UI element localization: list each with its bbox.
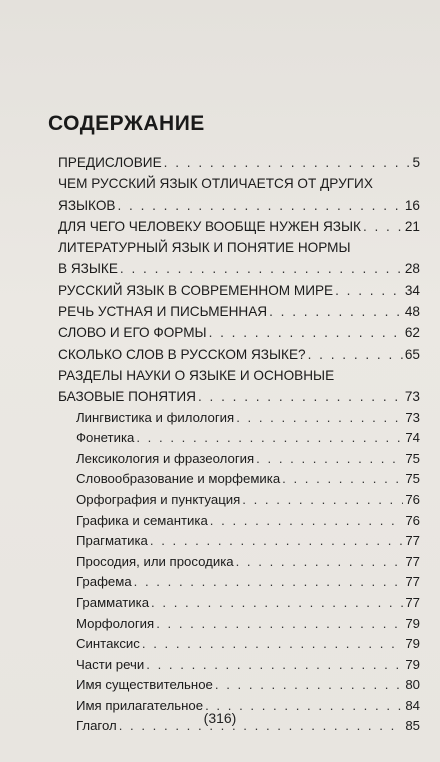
toc-subentry-title: Фонетика xyxy=(76,430,135,446)
dot-leader xyxy=(146,655,403,676)
dot-leader xyxy=(210,511,404,532)
toc-entry xyxy=(58,322,420,343)
dot-leader xyxy=(134,572,404,593)
toc-subentry xyxy=(76,655,420,676)
toc-page-number: 16 xyxy=(404,197,420,213)
toc-page-number: 73 xyxy=(404,389,420,405)
toc-entry-title: СЛОВО И ЕГО ФОРМЫ xyxy=(58,325,207,341)
toc-page-number: 48 xyxy=(404,304,420,320)
toc-subentry xyxy=(76,614,420,635)
toc-subentry xyxy=(76,552,420,573)
dot-leader xyxy=(136,428,403,449)
toc-page-number: 73 xyxy=(405,409,420,425)
toc-page-number: 75 xyxy=(405,471,420,487)
toc-subentry xyxy=(76,675,420,696)
dot-leader xyxy=(142,634,403,655)
toc-subentry-title: Имя существительное xyxy=(76,677,213,693)
toc-entry xyxy=(58,152,420,173)
toc-entry-title: ПРЕДИСЛОВИЕ xyxy=(58,155,162,170)
dot-leader xyxy=(363,216,403,237)
toc-page-number: 74 xyxy=(405,430,420,446)
toc-subentry-title: Лексикология и фразеология xyxy=(76,450,255,466)
toc-page-number: 79 xyxy=(405,656,420,672)
toc-subentry xyxy=(76,408,420,429)
toc-subentry-title: Части речи xyxy=(76,656,145,672)
toc-subentry xyxy=(76,490,420,511)
toc-subentry-title: Грамматика xyxy=(76,594,150,610)
toc-subentry xyxy=(76,469,420,490)
toc-subentry-title: Имя прилагательное xyxy=(76,697,204,713)
toc-entry xyxy=(58,365,420,408)
toc-subentry xyxy=(76,428,420,449)
toc-subentry-title: Прагматика xyxy=(76,533,148,549)
dot-leader xyxy=(150,531,403,552)
toc-page-number: 76 xyxy=(405,512,420,528)
toc-page-number: 75 xyxy=(405,450,420,466)
toc-page-number: 80 xyxy=(405,677,420,693)
toc-subentry-title: Лингвистика и филология xyxy=(76,409,235,425)
toc-page-number: 77 xyxy=(405,533,420,549)
toc-entry-title: ЧЕМ РУССКИЙ ЯЗЫК ОТЛИЧАЕТСЯ ОТ ДРУГИХ xyxy=(58,176,373,192)
toc-subentry-title: Морфология xyxy=(76,615,155,631)
toc-entry xyxy=(58,344,420,365)
toc-page-number: 65 xyxy=(404,346,420,362)
toc-subentry-title: Просодия, или просодика xyxy=(76,553,234,569)
toc-page-number: 62 xyxy=(404,325,420,341)
toc-subentry xyxy=(76,531,420,552)
toc-entry-title: ДЛЯ ЧЕГО ЧЕЛОВЕКУ ВООБЩЕ НУЖЕН ЯЗЫК xyxy=(58,218,361,234)
toc-entry xyxy=(58,173,420,216)
toc-entry-title: ЯЗЫКОВ xyxy=(58,197,116,213)
dot-leader xyxy=(151,593,403,614)
toc-entry-title: СКОЛЬКО СЛОВ В РУССКОМ ЯЗЫКЕ? xyxy=(58,346,306,362)
toc-entry-title: БАЗОВЫЕ ПОНЯТИЯ xyxy=(58,389,196,405)
toc-page-number: 5 xyxy=(412,155,420,170)
toc-page-number: 34 xyxy=(404,282,420,298)
toc-subentry-title: Словообразование и морфемика xyxy=(76,471,281,487)
toc-page-number: 77 xyxy=(405,594,420,610)
toc-entry xyxy=(58,301,420,322)
dot-leader xyxy=(308,344,403,365)
toc-entry-title: РЕЧЬ УСТНАЯ И ПИСЬМЕННАЯ xyxy=(58,304,268,320)
toc-page-number: 84 xyxy=(405,697,420,713)
toc-entry-title: ЛИТЕРАТУРНЫЙ ЯЗЫК И ПОНЯТИЕ НОРМЫ xyxy=(58,240,351,256)
toc-page-number: 77 xyxy=(405,574,420,590)
dot-leader xyxy=(209,322,403,343)
dot-leader xyxy=(164,152,411,173)
dot-leader xyxy=(117,195,402,216)
toc-subentry xyxy=(76,449,420,470)
toc-page-number: 79 xyxy=(405,636,420,652)
page-title: СОДЕРЖАНИЕ xyxy=(48,112,205,135)
toc-subentry-title: Графема xyxy=(76,574,132,590)
toc-subentry-title: Синтаксис xyxy=(76,636,140,652)
toc-subentry xyxy=(76,511,420,532)
toc-entry-title: РАЗДЕЛЫ НАУКИ О ЯЗЫКЕ И ОСНОВНЫЕ xyxy=(58,367,335,383)
toc-subentry-title: Глагол xyxy=(76,718,117,734)
toc-entry-title: РУССКИЙ ЯЗЫК В СОВРЕМЕННОМ МИРЕ xyxy=(58,282,334,298)
toc-subentry xyxy=(76,593,420,614)
dot-leader xyxy=(236,408,403,429)
toc-page-number: 77 xyxy=(405,553,420,569)
toc-page-number: 76 xyxy=(405,491,420,507)
table-of-contents xyxy=(58,152,420,737)
dot-leader xyxy=(242,490,403,511)
toc-page-number: 28 xyxy=(404,261,420,277)
page-number: (316) xyxy=(203,710,237,726)
dot-leader xyxy=(335,280,403,301)
dot-leader xyxy=(120,258,403,279)
toc-subentry-title: Графика и семантика xyxy=(76,512,208,528)
dot-leader xyxy=(282,469,403,490)
toc-subentry xyxy=(76,572,420,593)
toc-entry xyxy=(58,216,420,237)
dot-leader xyxy=(215,675,403,696)
toc-entry xyxy=(58,280,420,301)
dot-leader xyxy=(156,614,403,635)
toc-page-number: 85 xyxy=(405,718,420,734)
dot-leader xyxy=(256,449,403,470)
toc-entry-title: В ЯЗЫКЕ xyxy=(58,261,118,277)
toc-page-number: 79 xyxy=(405,615,420,631)
dot-leader xyxy=(269,301,403,322)
dot-leader xyxy=(198,386,403,407)
dot-leader xyxy=(236,552,404,573)
toc-subentry-title: Орфография и пунктуация xyxy=(76,491,241,507)
toc-entry xyxy=(58,237,420,280)
toc-page-number: 21 xyxy=(404,218,420,234)
toc-subentry xyxy=(76,634,420,655)
